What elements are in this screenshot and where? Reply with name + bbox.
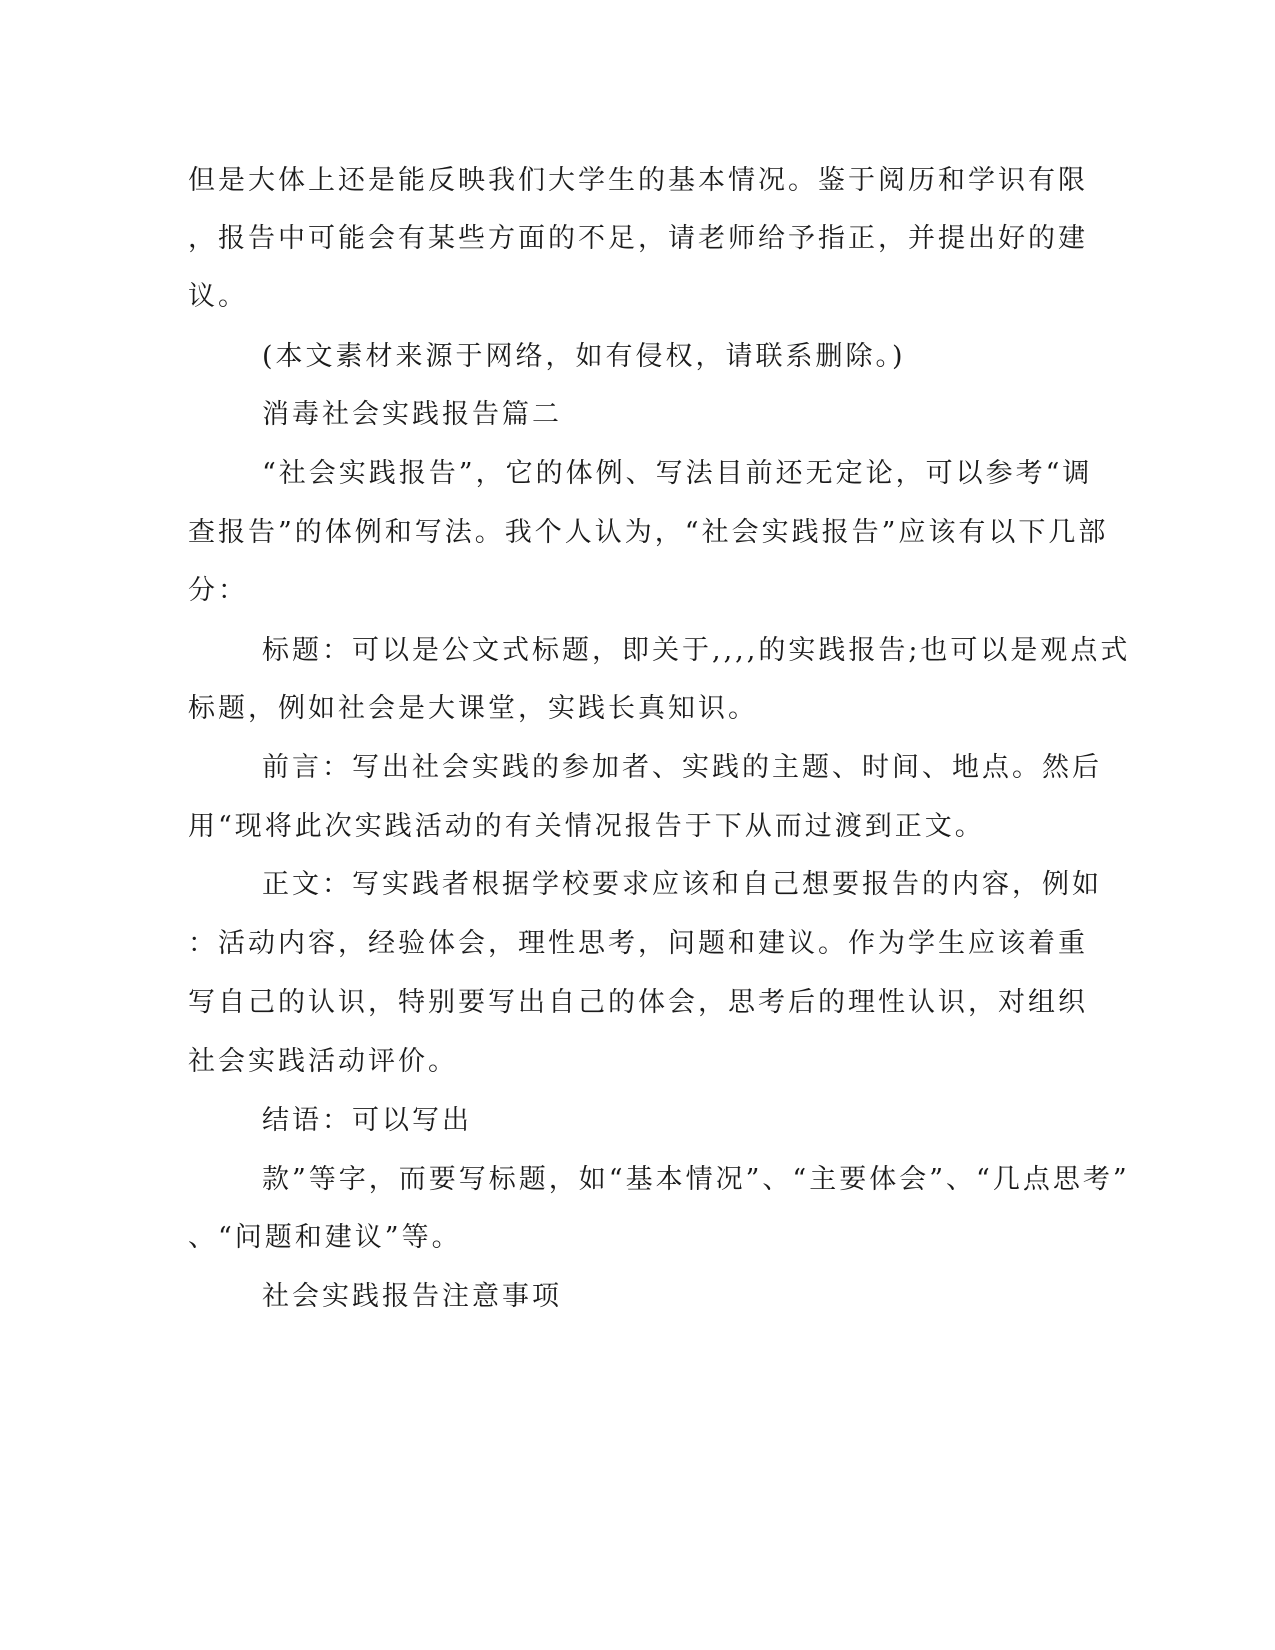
source-note: (本文素材来源于网络，如有侵权，请联系删除。) <box>262 341 906 372</box>
text-line: 前言：写出社会实践的参加者、实践的主题、时间、地点。然后 <box>262 752 1102 783</box>
text-line: 标题：可以是公文式标题，即关于,,,,的实践报告;也可以是观点式 <box>262 635 1131 666</box>
text-line: 写自己的认识，特别要写出自己的体会，思考后的理性认识，对组织 <box>188 987 1088 1018</box>
text-line: 议。 <box>188 281 248 312</box>
text-line: 、“问题和建议”等。 <box>188 1222 462 1253</box>
text-line: 正文：写实践者根据学校要求应该和自己想要报告的内容，例如 <box>262 869 1102 900</box>
text-line: 款”等字，而要写标题，如“基本情况”、“主要体会”、“几点思考” <box>262 1164 1130 1195</box>
text-line: 用“现将此次实践活动的有关情况报告于下从而过渡到正文。 <box>188 811 985 842</box>
text-line: 标题，例如社会是大课堂，实践长真知识。 <box>188 693 758 724</box>
text-line: ：活动内容，经验体会，理性思考，问题和建议。作为学生应该着重 <box>188 928 1088 959</box>
text-line: ，报告中可能会有某些方面的不足，请老师给予指正，并提出好的建 <box>188 223 1088 254</box>
section-heading: 社会实践报告注意事项 <box>262 1281 562 1312</box>
text-line: 结语：可以写出 <box>262 1105 472 1136</box>
text-line: 查报告”的体例和写法。我个人认为，“社会实践报告”应该有以下几部 <box>188 517 1109 548</box>
section-heading: 消毒社会实践报告篇二 <box>262 399 562 430</box>
text-line: 但是大体上还是能反映我们大学生的基本情况。鉴于阅历和学识有限 <box>188 165 1088 196</box>
text-line: 社会实践活动评价。 <box>188 1046 458 1077</box>
text-line: 分： <box>188 575 248 606</box>
text-line: “社会实践报告”，它的体例、写法目前还无定论，可以参考“调 <box>262 458 1093 489</box>
